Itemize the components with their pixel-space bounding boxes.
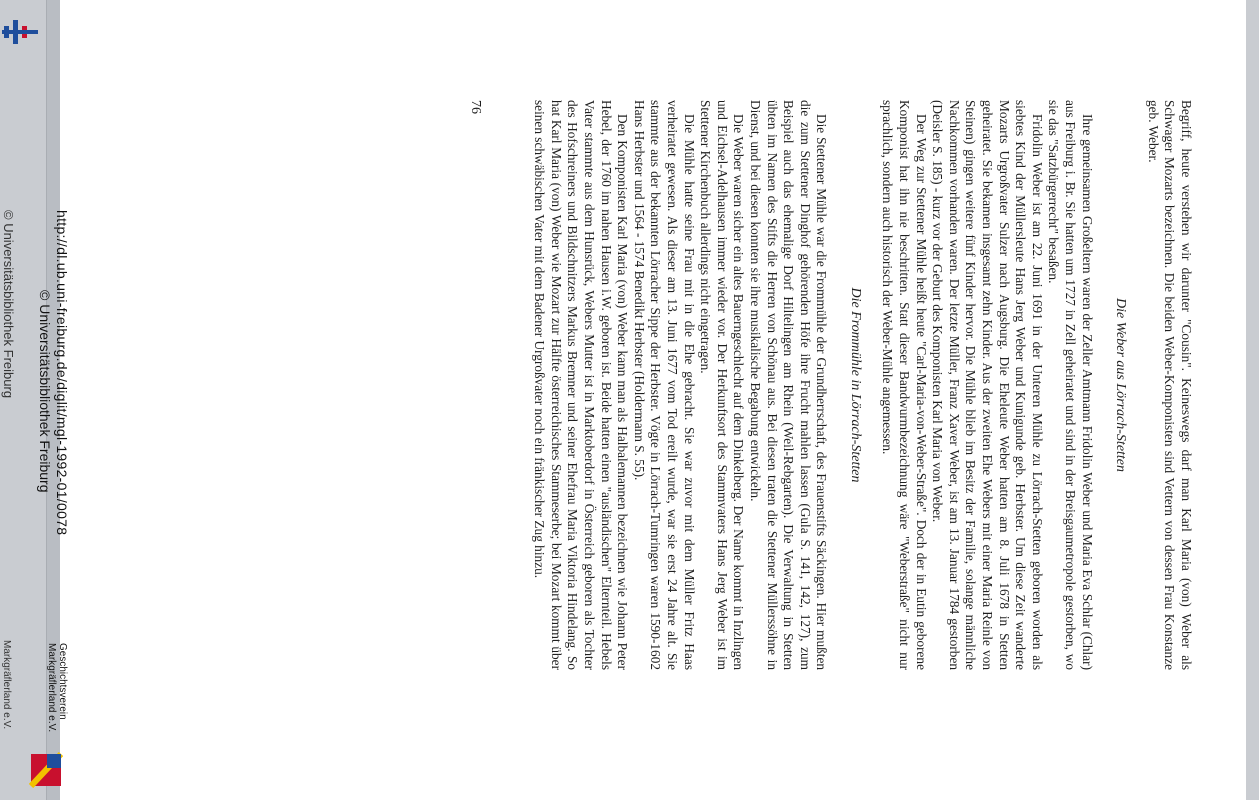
source-url-link[interactable]: http://dl.ub.uni-freiburg.de/diglit/mgl-1992-01/0078 <box>54 210 70 536</box>
paragraph: Fridolin Weber ist am 22. Juni 1691 in der Unteren Mühle zu Lörrach-Stetten geboren worden als siebtes Kind der Müllersleute Hans Jerg Weber und Kunigunde geb. Herbster. Um diese Zeit wanderte Mozarts Urgroßvater Sulzer nach Augsburg. Die Eheleute Weber hatten am 8. Juli 1678 in Stetten geheiratet. Sie bekamen insgesamt zehn Kinder. Aus der zweiten Ehe Webers mit einer Maria Reinle von Steinen) gingen weitere fünf Kinder hervor. Die Mühle blieb im Besitz der Familie, solange männliche Nachkommen vorhanden waren. Der letzte Müller, Franz Xaver Weber, ist am 13. Januar 1784 gestorben (Deisler S. 185) - kurz vor der Geburt des Komponisten Karl Maria von Weber. <box>930 100 1045 670</box>
org-line: Markgräflerland e.V. <box>46 643 57 733</box>
copyright-text: © Universitätsbibliothek Freiburg <box>37 290 53 493</box>
paragraph: Ihre gemeinsamen Großeltern waren der Zeller Amtmann Fridolin Weber und Maria Eva Schlar (Chlar) aus Freiburg i. Br. Sie hatten um 1727 in Zell geheiratet und sind in der Breisgaumetropole gestorben, wo sie das "Satzbürgerrecht" besaßen. <box>1046 100 1095 670</box>
org-line: Geschichtsverein <box>57 643 68 720</box>
paragraph: Die Weber waren sicher ein altes Bauerngeschlecht auf dem Dinkelberg. Der Name kommt in Inzlingen und Eichsel-Adelhausen immer wieder vor. Der Herkunftsort des Stammvaters Hans Jerg Weber ist im Stettener Kirchenbuch allerdings nicht eingetragen. <box>698 100 747 670</box>
intro-paragraph: Begriff, heute verstehen wir darunter "Cousin". Keineswegs darf man Karl Maria (von) Weber als Schwager Mozarts bezeichnen. Die beiden Weber-Komponisten sind Vettern von dessen Frau Konstanze geb. Weber. <box>1145 100 1194 670</box>
paragraph: Die Stettener Mühle war die Frommühle der Grundherrschaft, des Frauenstifts Säckingen. Hier mußten die zum Stettener Dinghof gehörenden Höfe ihre Frucht mahlen lassen (Gula S. 141, 142, 127), zum Beispiel auch das ehemalige Dorf Hiltelingen am Rhein (Weil-Rebgarten). Die Verwaltung in Stetten übten im Namen des Stifts die Herren von Schönau aus. Bei diesen traten die Stettener Müllerssöhne in Dienst, und bei diesen konnten sie ihre musikalische Begabung entwickeln. <box>747 100 830 670</box>
section-heading-frommuehle: Die Frommühle in Lörrach-Stetten <box>847 287 863 483</box>
section-heading-weber: Die Weber aus Lörrach-Stetten <box>1113 297 1129 473</box>
paragraph: Der Weg zur Stettener Mühle heißt heute "Carl-Maria-von-Weber-Straße". Doch der in Eutin geborene Komponist hat ihn nie beschritten. Statt dieser Bandwurmbezeichnung wäre "Weberstraße" nicht nur sprachlich, sondern auch historisch der Weber-Mühle angemessen. <box>880 100 929 670</box>
paragraph: Den Komponisten Karl Maria (von) Weber kann man als Halbalemannen bezeichnen wie Johann Peter Hebel, der 1760 im nahen Hausen i.W. geboren ist. Beide hatten einen "ausländischen" Elternteil. Hebels Vater stammte aus dem Hunsrück, Webers Mutter ist in Marktoberdorf in Österreich geboren als Tochter des Hofschreiners und Bildschnitzers Markus Bremner und seiner Ehefrau Maria Viktoria Hindelang. So hat Karl Maria (von) Weber wie Mozart zur Hälfte österreichisches Stammeserbe; bei Mozart kommt über seinen schwäbischen Vater mit dem Badener Urgroßvater noch ein fränkischer Zug hinzu. <box>532 100 631 670</box>
org-name <box>46 643 68 732</box>
paragraph: Die Mühle hatte seine Frau mit in die Ehe gebracht. Sie war zuvor mit dem Müller Fritz Haas verheiratet gewesen. Als dieser am 13. Juni 1677 vom Tod ereilt wurde, war sie erst 24 Jahre alt. Sie stammte aus der bekannten Lörracher Sippe der Herbster. Vögte in Lörrach-Tumringen waren 1590-1602 Hans Herbster und 1564 - 1574 Benedikt Herbster (Holdermann S. 55). <box>631 100 697 670</box>
cut-org-right: Markgräflerland e.V. <box>1 640 12 730</box>
coat-of-arms-icon <box>29 752 63 788</box>
cut-copyright-top: © Universitätsbibliothek Freiburg <box>1 210 16 399</box>
page-number: 76 <box>467 100 483 114</box>
